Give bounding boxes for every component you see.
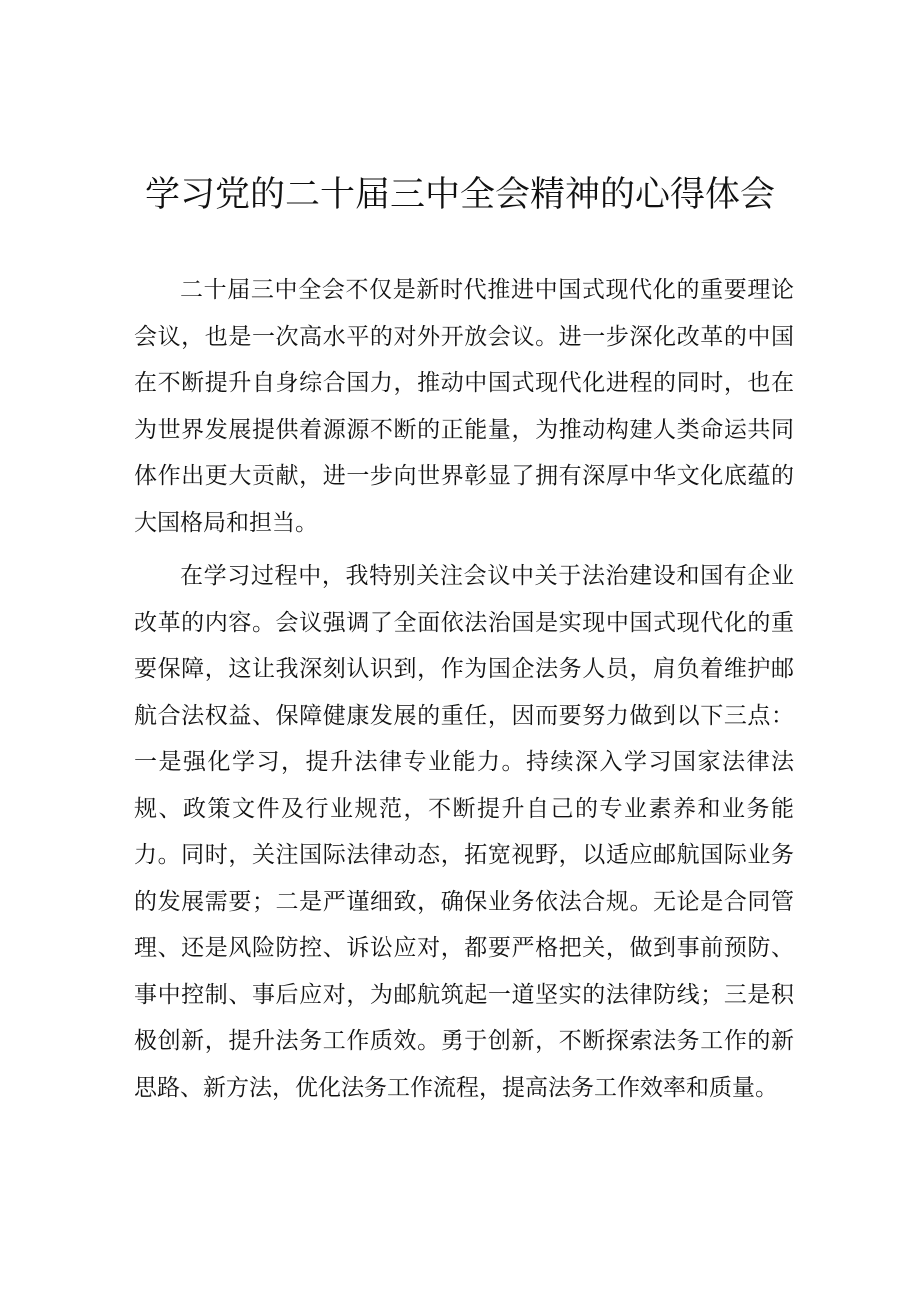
document-title: 学习党的二十届三中全会精神的心得体会 (144, 175, 775, 215)
paragraph-1: 二十届三中全会不仅是新时代推进中国式现代化的重要理论会议，也是一次高水平的对外开放会议。进一步深化改革的中国在不断提升自身综合国力，推动中国式现代化进程的同时，也在为世界发展提供着源源不断的正能量，为推动构建人类命运共同体作出更大贡献，进一步向世界彰显了拥有深厚中华文化底蕴的大国格局和担当。 (134, 277, 794, 536)
paragraph-2: 在学习过程中，我特别关注会议中关于法治建设和国有企业改革的内容。会议强调了全面依法治国是实现中国式现代化的重要保障，这让我深刻认识到，作为国企法务人员，肩负着维护邮航合法权益、保障健康发展的重任，因而要努力做到以下三点：一是强化学习，提升法律专业能力。持续深入学习国家法律法规、政策文件及行业规范，不断提升自己的专业素养和业务能力。同时，关注国际法律动态，拓宽视野，以适应邮航国际业务的发展需要；二是严谨细致，确保业务依法合规。无论是合同管理、还是风险防控、诉讼应对，都要严格把关，做到事前预防、事中控制、事后应对，为邮航筑起一道坚实的法律防线；三是积极创新，提升法务工作质效。勇于创新，不断探索法务工作的新思路、新方法，优化法务工作流程，提高法务工作效率和质量。 (134, 563, 794, 1101)
